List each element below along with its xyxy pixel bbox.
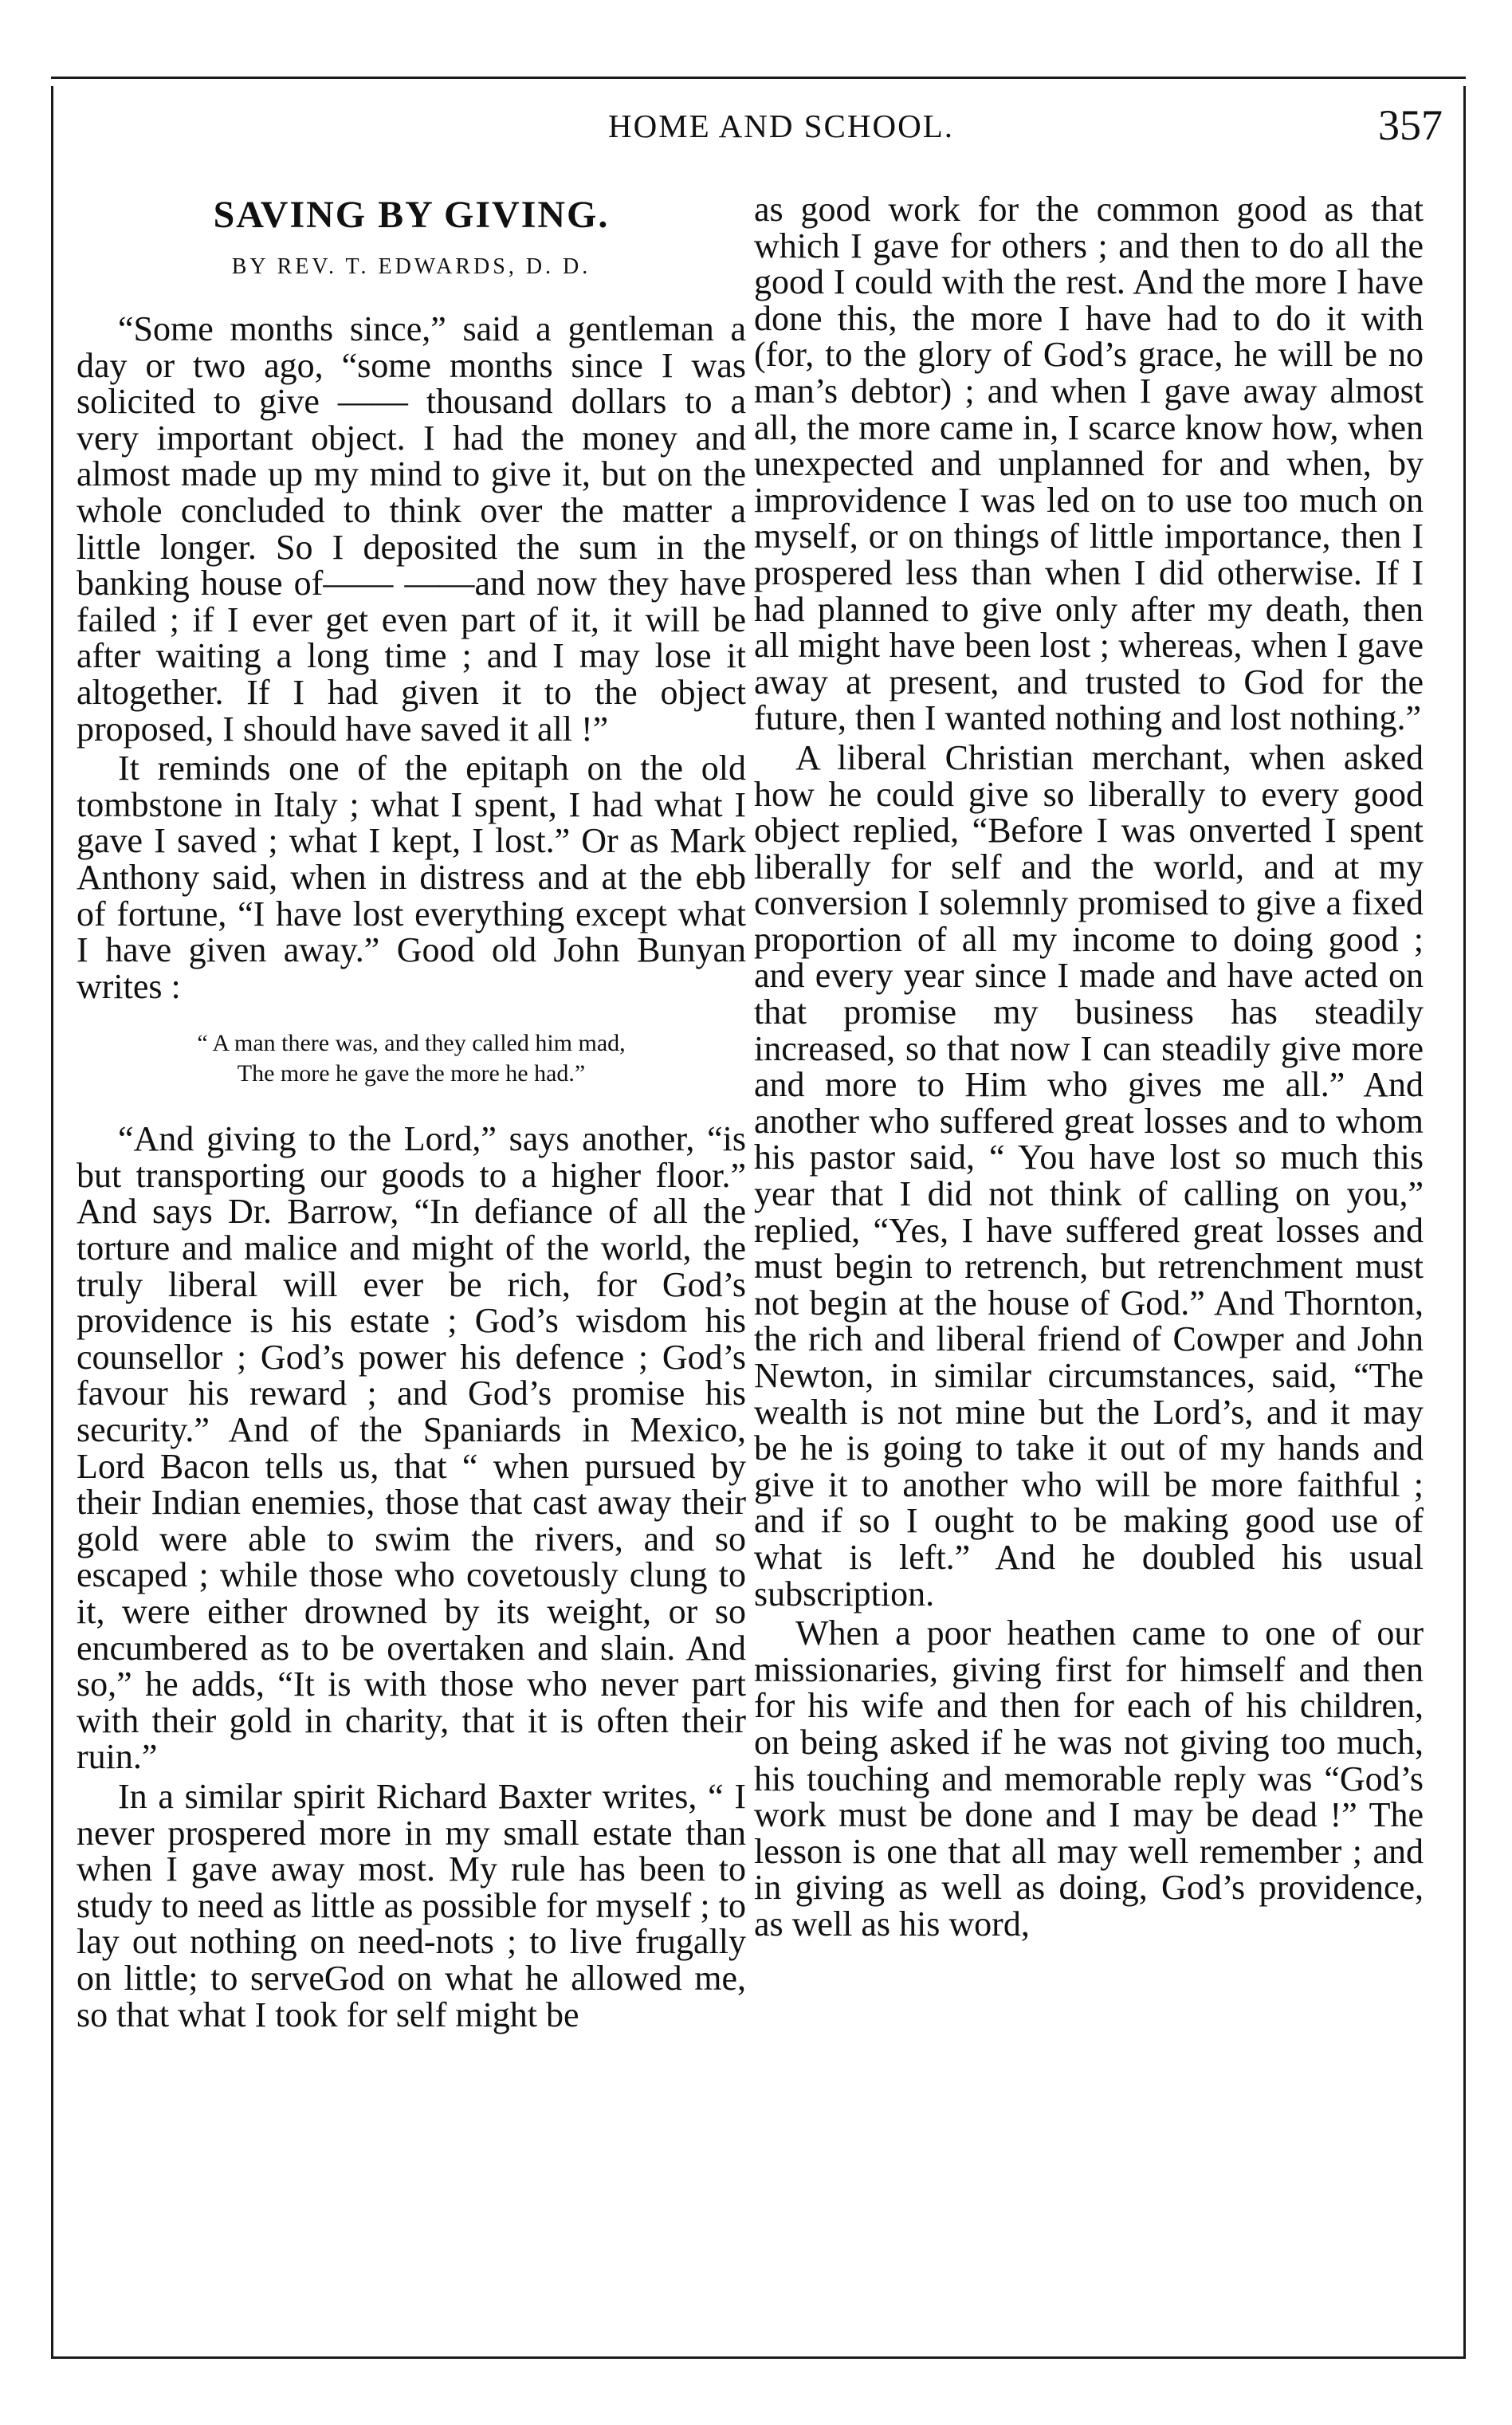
verse-quote — [77, 1028, 746, 1089]
paragraph-continued: as good work for the common good as that which I gave for others ; and then to do all the good I could with the rest. And the more I have done this, the more I have had to do it with (for, to the glory of God’s grace, he will be no man’s debtor) ; and when I gave away almost all, the more came in, I scarce know how, when unexpected and unplanned for and when, by improvidence I was led on to use too much on myself, or on things of little importance, then I prospered less than when I did otherwise. If I had planned to give only after my death, then all might have been lost ; whereas, when I gave away at present, and trusted to God for the future, then I wanted nothing and lost nothing.” — [754, 191, 1424, 738]
page-border-top — [51, 77, 1466, 79]
paragraph: When a poor heathen came to one of our missionaries, giving first for himself and then for his wife and then for each of his children, on being asked if he was not giving too much, his touching and memorable reply was “God’s work must be done and I may be dead !” The lesson is one that all may well remember ; and in giving as well as doing, God’s providence, as well as his word, — [754, 1613, 1424, 1944]
right-column — [754, 191, 1424, 2312]
left-column — [77, 191, 746, 2312]
page-border-right — [1463, 86, 1466, 2356]
paragraph: In a similar spirit Richard Baxter writes, “ I never prospered more in my small estate than when I gave away most. My rule has been to study to need as little as possible for myself ; to lay out nothing on need-nots ; to live frugally on little; to serveGod on what he allowed me, so that what I took for self might be — [77, 1776, 746, 2034]
paragraph: A liberal Christian merchant, when asked how he could give so liberally to every good object replied, “Before I was onverted I spent liberally for self and the world, and at my conversion I solemnly promised to give a fixed proportion of all my income to doing good ; and every year since I made and have acted on that promise my business has steadily increased, so that now I can steadily give more and more to Him who gives me all.” And another who suffered great losses and to whom his pastor said, “ You have lost so much this year that I did not think of calling on you,” replied, “Yes, I have suffered great losses and must begin to retrench, but retrenchment must not begin at the house of God.” And Thornton, the rich and liberal friend of Cowper and John Newton, in similar circumstances, said, “The wealth is not mine but the Lord’s, and it may be he is going to take it out of my hands and give it to another who will be more faithful ; and if so I ought to be making good use of what is left.” And he doubled his usual subscription. — [754, 737, 1424, 1613]
page-number: 357 — [1378, 101, 1443, 149]
paragraph: “Some months since,” said a gentleman a day or two ago, “some months since I was solicited to give —— thousand dollars to a very important object. I had the money and almost made up my mind to give it, but on the whole concluded to think over the matter a little longer. So I deposited the sum in the banking house of—— ——and now they have failed ; if I ever get even part of it, it will be after waiting a long time ; and I may lose it altogether. If I had given it to the object proposed, I should have saved it all !” — [77, 309, 746, 749]
page-border-left — [51, 86, 53, 2356]
verse-line: “ A man there was, and they called him mad, — [197, 1030, 626, 1057]
verse-line: The more he gave the more he had.” — [237, 1060, 586, 1087]
page-border-bottom — [51, 2356, 1466, 2359]
article-byline: BY REV. T. EDWARDS, D. D. — [231, 254, 591, 279]
article-title: SAVING BY GIVING. — [213, 194, 610, 236]
paragraph: “And giving to the Lord,” says another, “is but transporting our goods to a higher floor.” And says Dr. Barrow, “In defiance of all the torture and malice and might of the world, the truly liberal will ever be rich, for God’s providence is his estate ; God’s wisdom his counsellor ; God’s power his defence ; God’s favour his reward ; and God’s promise his security.” And of the Spaniards in Mexico, Lord Bacon tells us, that “ when pursued by their Indian enemies, those that cast away their gold were able to swim the rivers, and so escaped ; while those who covetously clung to it, were either drowned by its weight, or so encumbered as to be overtaken and slain. And so,” he adds, “It is with those who never part with their gold in charity, that it is often their ruin.” — [77, 1119, 746, 1777]
paragraph: It reminds one of the epitaph on the old tombstone in Italy ; what I spent, I had what I gave I saved ; what I kept, I lost.” Or as Mark Anthony said, when in distress and at the ebb of fortune, “I have lost everything except what I have given away.” Good old John Bunyan writes : — [77, 749, 746, 1006]
column-gutter — [733, 191, 734, 2304]
running-title: HOME AND SCHOOL. — [607, 108, 955, 144]
